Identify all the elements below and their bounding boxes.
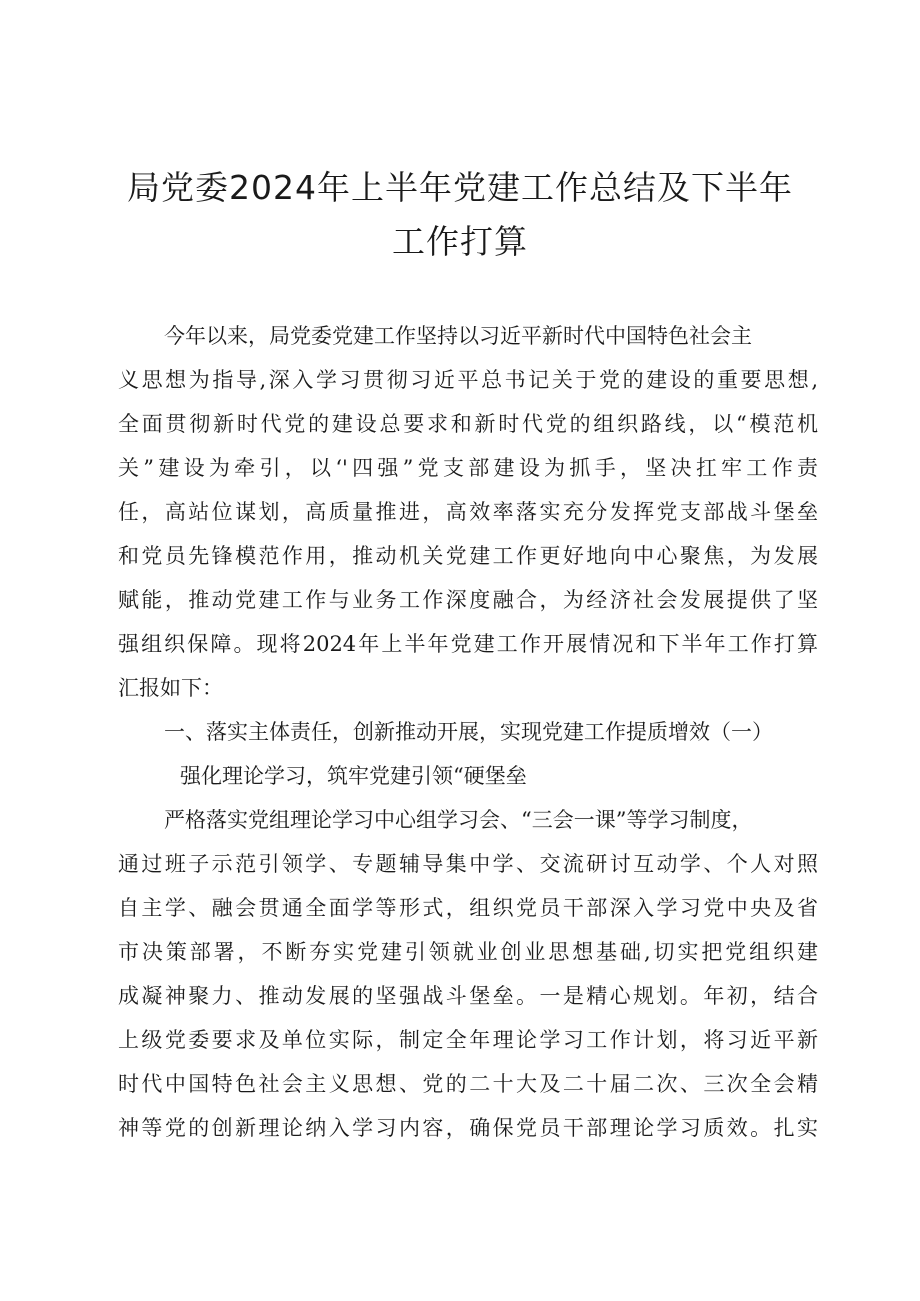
- body-line: 义思想为指导,深入学习贯彻习近平总书记关于党的建设的重要思想,: [118, 368, 818, 392]
- body-line: 严格落实党组理论学习中心组学习会、“三会一课”等学习制度，: [164, 808, 753, 832]
- body-line: 今年以来，局党委党建工作坚持以习近平新时代中国特色社会主: [164, 324, 752, 348]
- body-line: 神等党的创新理论纳入学习内容，确保党员干部理论学习质效。扎实: [118, 1116, 818, 1140]
- body-line: 和党员先锋模范作用，推动机关党建工作更好地向中心聚焦，为发展: [118, 544, 818, 568]
- subsection-heading: 强化理论学习，筑牢党建引领“硬堡垒: [180, 764, 527, 788]
- body-line: 通过班子示范引领学、专题辅导集中学、交流研讨互动学、个人对照: [118, 852, 818, 876]
- body-line: 市决策部署，不断夯实党建引领就业创业思想基础,切实把党组织建: [118, 940, 818, 964]
- body-line: 关”建设为牵引，以‘'四强”党支部建设为抓手，坚决扛牢工作责: [118, 456, 818, 480]
- document-title-line-1: 局党委2024年上半年党建工作总结及下半年: [127, 168, 793, 207]
- body-line: 时代中国特色社会主义思想、党的二十大及二十届二次、三次全会精: [118, 1072, 818, 1096]
- body-line: 强组织保障。现将2024年上半年党建工作开展情况和下半年工作打算: [118, 632, 818, 656]
- body-line: 全面贯彻新时代党的建设总要求和新时代党的组织路线，以“模范机: [118, 412, 818, 436]
- body-line: 成凝神聚力、推动发展的坚强战斗堡垒。一是精心规划。年初，结合: [118, 984, 818, 1008]
- body-line: 上级党委要求及单位实际，制定全年理论学习工作计划，将习近平新: [118, 1028, 818, 1052]
- body-line: 赋能，推动党建工作与业务工作深度融合，为经济社会发展提供了坚: [118, 588, 818, 612]
- section-heading: 一、落实主体责任，创新推动开展，实现党建工作提质增效（一）: [164, 720, 773, 744]
- document-title-line-2: 工作打算: [392, 222, 528, 261]
- body-line: 汇报如下：: [118, 676, 223, 700]
- body-line: 任，高站位谋划，高质量推进，高效率落实充分发挥党支部战斗堡垒: [118, 500, 818, 524]
- body-line: 自主学、融会贯通全面学等形式，组织党员干部深入学习党中央及省: [118, 896, 818, 920]
